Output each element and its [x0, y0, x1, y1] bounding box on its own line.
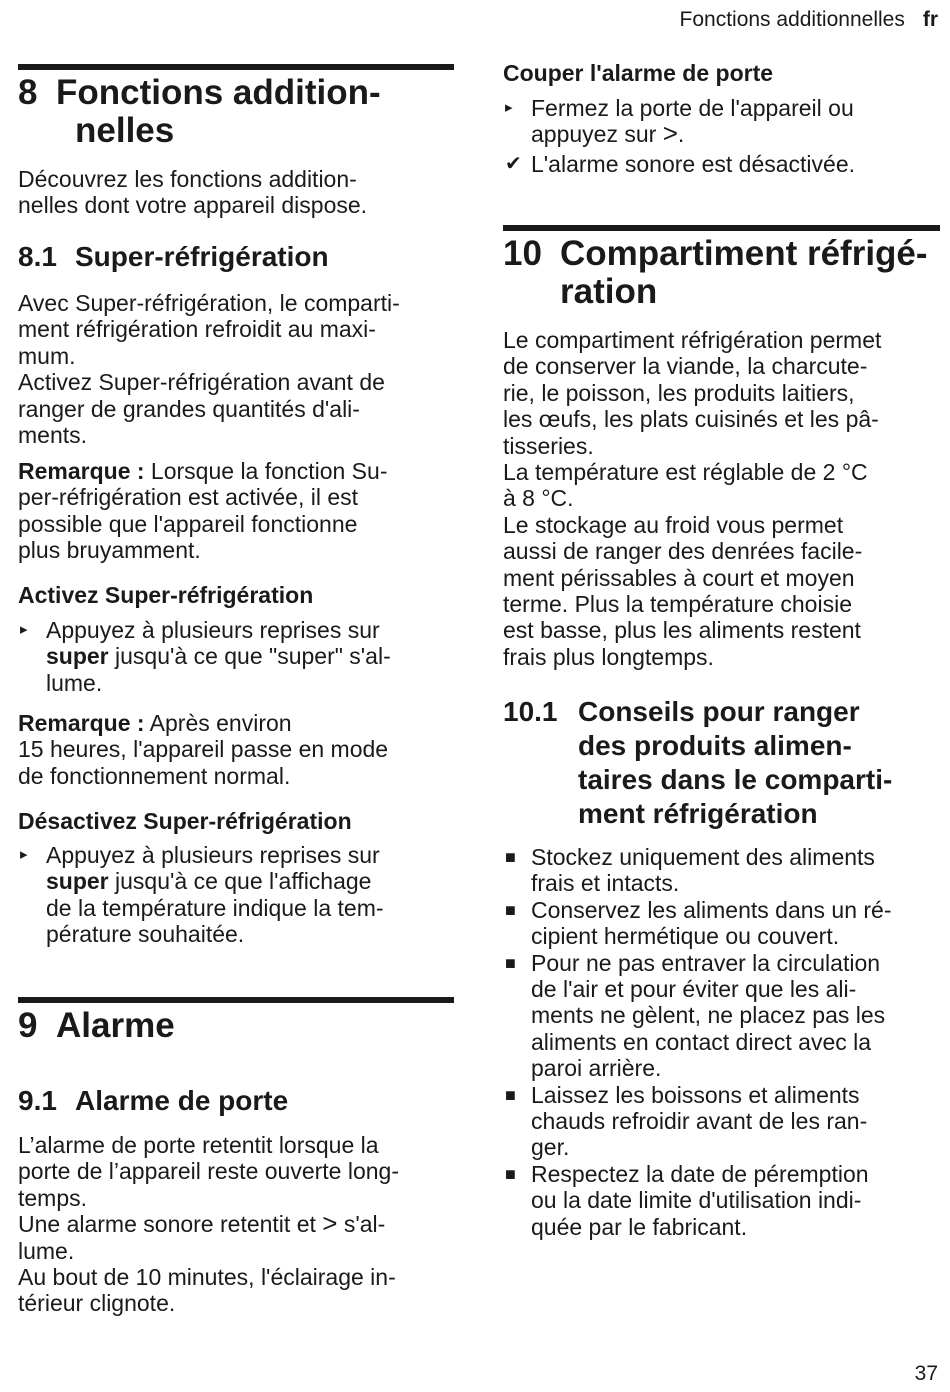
text-line: ou la date limite d'utilisation indi- [531, 1187, 862, 1214]
list-item [503, 1161, 940, 1240]
text-line: Après environ [144, 710, 292, 736]
heading-10-1 [503, 695, 940, 831]
paragraph-super-cooling [18, 290, 400, 448]
button-name-super: super [46, 643, 109, 670]
text-line: nelles dont votre appareil dispose. [18, 192, 368, 219]
list-item [503, 897, 940, 950]
list-item [503, 950, 940, 1082]
text-line: quée par le fabricant. [531, 1213, 748, 1240]
paragraph-fridge [503, 327, 881, 670]
note-noise [18, 458, 387, 564]
heading-9-1 [18, 1085, 454, 1117]
heading-text: Super-réfrigération [75, 241, 329, 272]
text-line: Stockez uniquement des aliments [531, 844, 875, 870]
checkmark-icon: ✔ [505, 153, 522, 175]
text-line: Appuyez à plusieurs reprises sur [46, 842, 380, 868]
text-line: paroi arrière. [531, 1055, 662, 1082]
text-line: terme. Plus la température choisie [503, 591, 852, 618]
text-line: Le compartiment réfrigération permet [503, 327, 882, 353]
text-line: de l'air et pour éviter que les ali- [531, 976, 857, 1003]
heading-number: 9.1 [18, 1085, 57, 1116]
text-line: Une alarme sonore retentit et [18, 1211, 323, 1238]
text-line: possible que l'appareil fonctionne [18, 510, 358, 537]
text-line: Laissez les boissons et aliments [531, 1081, 860, 1108]
heading-activate: Activez Super-réfrigération [18, 582, 314, 608]
text-line: La température est réglable de 2 °C [503, 459, 868, 486]
text-line: Conservez les aliments dans un ré- [531, 896, 892, 923]
note-label: Remarque : [18, 458, 145, 484]
text-line: aliments en contact direct avec la [531, 1028, 872, 1055]
text-line: L'alarme sonore est désactivée. [531, 151, 856, 177]
text-line: Découvrez les fonctions addition- [18, 166, 357, 192]
list-item-activate [18, 617, 391, 696]
text-line: Activez Super-réfrigération avant de [18, 369, 385, 396]
heading-text: Alarme de porte [75, 1085, 289, 1116]
text-line: cipient hermétique ou couvert. [531, 923, 840, 950]
heading-line: taires dans le comparti- [578, 764, 893, 795]
heading-stop-alarm: Couper l'alarme de porte [503, 60, 774, 86]
text-line: rie, le poisson, les produits laitiers, [503, 379, 855, 406]
section-rule [18, 997, 454, 1003]
text-line: les œufs, les plats cuisinés et les pâ- [503, 406, 879, 433]
square-bullet-icon: ■ [505, 952, 516, 973]
button-name-super: super [46, 868, 109, 895]
text-line: frais plus longtemps. [503, 643, 714, 670]
text-line: tisseries. [503, 432, 594, 459]
triangle-bullet-icon: ▸ [20, 621, 28, 638]
heading-section-10 [503, 235, 940, 311]
section-rule [503, 225, 940, 231]
text-line: ger. [531, 1134, 570, 1161]
text-line: térieur clignote. [18, 1290, 176, 1317]
heading-8-1 [18, 241, 454, 273]
running-header [680, 8, 938, 32]
heading-number: 9 [18, 1006, 38, 1045]
chevron-right-icon: > [662, 118, 678, 149]
heading-deactivate: Désactivez Super-réfrigération [18, 808, 352, 834]
text-line: ranger de grandes quantités d'ali- [18, 395, 360, 422]
header-section-title: Fonctions additionnelles [679, 8, 905, 31]
paragraph-door-alarm [18, 1132, 399, 1317]
text-line: plus bruyamment. [18, 537, 201, 564]
heading-number: 8.1 [18, 241, 57, 272]
text-line: lume. [46, 669, 103, 696]
text-line: pérature souhaitée. [46, 921, 245, 948]
note-label: Remarque : [18, 710, 145, 736]
text-line: jusqu'à ce que "super" s'al- [108, 643, 391, 670]
triangle-bullet-icon: ▸ [20, 846, 28, 863]
page-number: 37 [914, 1362, 938, 1385]
heading-line: Compartiment réfrigé- [560, 234, 928, 273]
heading-text: Alarme [56, 1006, 175, 1045]
text-line: temps. [18, 1184, 88, 1211]
text-line: de conserver la viande, la charcute- [503, 353, 868, 380]
square-bullet-icon: ■ [505, 899, 516, 920]
text-line: per-réfrigération est activée, il est [18, 484, 359, 511]
text-line: Pour ne pas entraver la circulation [531, 949, 881, 976]
text-line: ment réfrigération refroidit au maxi- [18, 316, 376, 343]
text-line: de la température indique la tem- [46, 894, 384, 921]
heading-section-9 [18, 1007, 175, 1045]
text-line: ment périssables à court et moyen [503, 564, 855, 591]
heading-line: Conseils pour ranger [578, 696, 860, 727]
text-line: à 8 °C. [503, 485, 574, 512]
heading-number: 10 [503, 234, 542, 273]
text-line: frais et intacts. [531, 870, 680, 897]
text-line: est basse, plus les aliments restent [503, 617, 861, 644]
text-line: ments ne gèlent, ne placez pas les [531, 1002, 886, 1029]
heading-number: 8 [18, 73, 38, 112]
heading-number: 10.1 [503, 696, 558, 727]
tips-list [503, 844, 940, 1240]
text-line: Appuyez à plusieurs reprises sur [46, 617, 380, 643]
text-line: jusqu'à ce que l'affichage [108, 868, 372, 895]
intro-paragraph [18, 166, 367, 219]
heading-line: ment réfrigération [578, 798, 818, 829]
list-item-deactivate [18, 842, 384, 948]
text-line: aussi de ranger des denrées facile- [503, 538, 863, 565]
heading-line: nelles [75, 111, 175, 150]
text-line: lume. [18, 1237, 75, 1264]
text-line: Au bout de 10 minutes, l'éclairage in- [18, 1264, 396, 1291]
heading-line: des produits alimen- [578, 730, 852, 761]
text-line: mum. [18, 342, 76, 369]
list-item-result [503, 151, 855, 177]
text-line: Le stockage au froid vous permet [503, 511, 844, 538]
heading-section-8 [18, 74, 454, 150]
square-bullet-icon: ■ [505, 1163, 516, 1184]
text-line: Lorsque la fonction Su- [144, 458, 388, 484]
text-line: porte de l’appareil reste ouverte long- [18, 1158, 400, 1185]
text-line: L’alarme de porte retentit lorsque la [18, 1132, 379, 1158]
header-language: fr [922, 8, 938, 31]
text-line: Avec Super-réfrigération, le comparti- [18, 290, 400, 316]
text-line: 15 heures, l'appareil passe en mode [18, 736, 389, 763]
chevron-right-icon: > [322, 1208, 338, 1239]
list-item [503, 844, 940, 897]
square-bullet-icon: ■ [505, 847, 516, 867]
text-line: de fonctionnement normal. [18, 762, 291, 789]
heading-line: Fonctions addition- [56, 73, 381, 112]
list-item-stop-alarm [503, 95, 854, 148]
note-duration [18, 710, 388, 789]
text-line: chauds refroidir avant de les ran- [531, 1108, 868, 1135]
square-bullet-icon: ■ [505, 1084, 516, 1105]
text-line: s'al- [337, 1211, 386, 1238]
list-item [503, 1082, 940, 1161]
text-line: appuyez sur [531, 121, 663, 148]
text-line: Fermez la porte de l'appareil ou [531, 95, 854, 121]
text-line: . [677, 121, 685, 148]
triangle-bullet-icon: ▸ [505, 99, 513, 116]
text-line: ments. [18, 422, 88, 449]
heading-line: ration [560, 272, 658, 311]
section-rule [18, 64, 454, 70]
text-line: Respectez la date de péremption [531, 1160, 869, 1187]
